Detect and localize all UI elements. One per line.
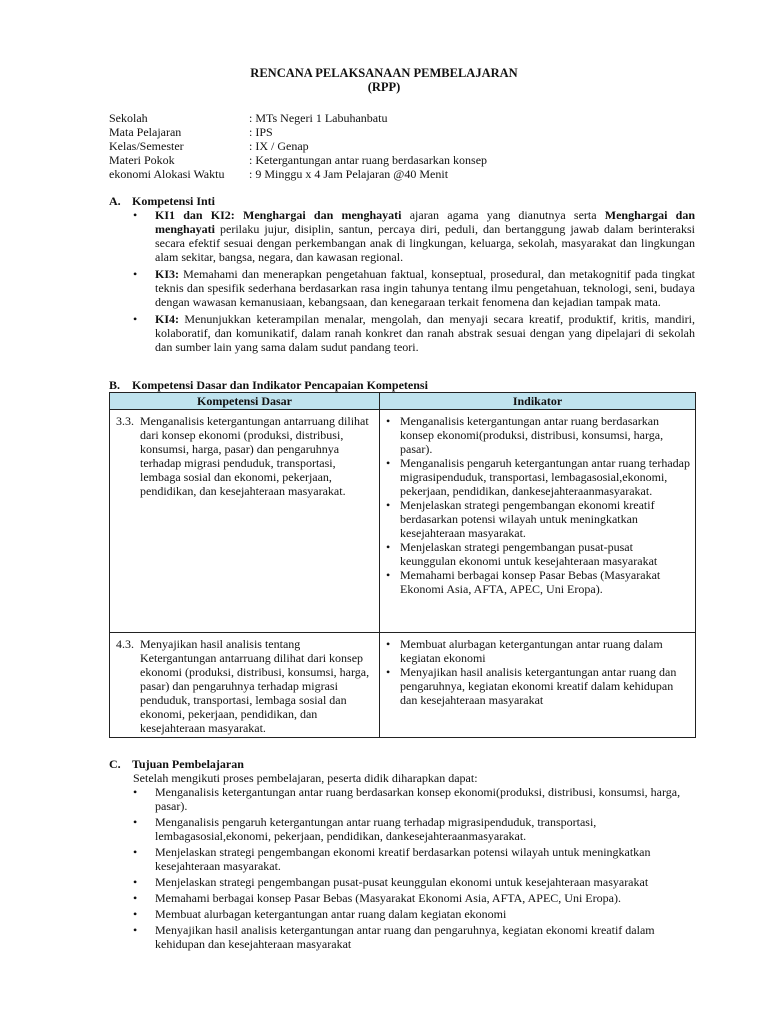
kd-cell (110, 410, 380, 633)
indicator-text: Menjelaskan strategi pengembangan pusat-pusat keunggulan ekonomi untuk kesejahteraan masyarakat (400, 540, 658, 568)
tujuan-intro: Setelah mengikuti proses pembelajaran, peserta didik diharapkan dapat: (133, 771, 478, 785)
meta-key: ekonomi Alokasi Waktu (109, 167, 225, 181)
indicator-text: Membuat alurbagan ketergantungan antar ruang dalam kegiatan ekonomi (400, 637, 663, 665)
section-b-heading (109, 378, 428, 392)
indicator-list (386, 414, 691, 596)
bullet-icon: • (133, 891, 138, 905)
indicator-text: Menganalisis ketergantungan antar ruang berdasarkan konsep ekonomi(produksi, distribusi, konsumsi, harga, pasar). (400, 414, 664, 456)
kd-text: Menganalisis ketergantungan antarruang dilihat dari konsep ekonomi (produksi, distribusi, konsumsi, harga, pasar) dan pengaruhnya terhadap migrasi penduduk, transportasi, lembaga sosial dan ekonomi, pekerjaan, pendidikan, dan kesejahteraan masyarakat. (140, 414, 369, 498)
meta-row (109, 153, 669, 167)
kd-number: 3.3. (116, 414, 134, 428)
indicator-text: Menganalisis pengaruh ketergantungan antar ruang terhadap migrasipenduduk, transportasi, lembagasosial,ekonomi, pekerjaan, pendidikan, dankesejahteraanmasyarakat. (400, 456, 691, 498)
bullet-icon: • (133, 208, 138, 222)
list-item (133, 208, 695, 264)
table-header-row (110, 393, 696, 410)
kompetensi-table (109, 392, 696, 738)
bullet-icon: • (386, 637, 391, 651)
section-a-heading (109, 194, 215, 208)
bullet-icon: • (133, 312, 138, 326)
ki-label: KI1 dan KI2: Menghargai dan menghayati (155, 208, 402, 222)
list-item (133, 845, 695, 873)
tujuan-text: Menyajikan hasil analisis ketergantungan antar ruang dan pengaruhnya, kegiatan ekonomi kreatif dalam kehidupan dan kesejahteraan masyarakat (155, 923, 655, 951)
list-item (133, 267, 695, 309)
section-letter: B. (109, 378, 121, 392)
list-item (386, 637, 691, 665)
tujuan-text: Membuat alurbagan ketergantungan antar ruang dalam kegiatan ekonomi (155, 907, 507, 921)
indicator-list (386, 637, 691, 707)
meta-row (109, 167, 669, 181)
meta-value: : MTs Negeri 1 Labuhanbatu (249, 111, 388, 125)
kd-number: 4.3. (116, 637, 134, 651)
kompetensi-inti-list (133, 208, 695, 357)
indicator-cell (380, 633, 696, 738)
bullet-icon: • (386, 665, 391, 679)
meta-value: : Ketergantungan antar ruang berdasarkan konsep (249, 153, 488, 167)
column-header-indikator: Indikator (380, 393, 696, 410)
tujuan-text: Menganalisis pengaruh ketergantungan antar ruang terhadap migrasipenduduk, transportasi, lembagasosial,ekonomi, pekerjaan, pendidikan, dankesejahteraanmasyarakat. (155, 815, 597, 843)
list-item (133, 907, 695, 921)
indicator-text: Menjelaskan strategi pengembangan ekonomi kreatif berdasarkan potensi wilayah untuk meningkatkan kesejahteraan masyarakat. (400, 498, 655, 540)
tujuan-text: Menjelaskan strategi pengembangan pusat-pusat keunggulan ekonomi untuk kesejahteraan masyarakat (155, 875, 649, 889)
list-item (133, 785, 695, 813)
section-letter: C. (109, 757, 121, 771)
kd-cell (110, 633, 380, 738)
table-row (110, 633, 696, 738)
section-title: Kompetensi Dasar dan Indikator Pencapaian Kompetensi (132, 378, 428, 392)
bullet-icon: • (133, 845, 138, 859)
column-header-kd: Kompetensi Dasar (110, 393, 380, 410)
list-item (133, 875, 695, 889)
bullet-icon: • (386, 456, 391, 470)
title-line-1: RENCANA PELAKSANAAN PEMBELAJARAN (250, 66, 518, 80)
bullet-icon: • (133, 267, 138, 281)
bullet-icon: • (133, 785, 138, 799)
section-c-heading (109, 757, 244, 771)
section-letter: A. (109, 194, 121, 208)
bullet-icon: • (386, 568, 391, 582)
section-title: Kompetensi Inti (132, 194, 216, 208)
title-line-2: (RPP) (367, 80, 401, 94)
document-title (0, 66, 768, 94)
tujuan-text: Menganalisis ketergantungan antar ruang berdasarkan konsep ekonomi(produksi, distribusi, konsumsi, harga, pasar). (155, 785, 681, 813)
table-row (110, 410, 696, 633)
tujuan-text: Menjelaskan strategi pengembangan ekonomi kreatif berdasarkan potensi wilayah untuk meningkatkan kesejahteraan masyarakat. (155, 845, 651, 873)
meta-row (109, 111, 669, 125)
list-item (133, 891, 695, 905)
list-item (386, 540, 691, 568)
tujuan-text: Memahami berbagai konsep Pasar Bebas (Masyarakat Ekonomi Asia, AFTA, APEC, Uni Eropa). (155, 891, 621, 905)
kd-text: Menyajikan hasil analisis tentang Ketergantungan antarruang dilihat dari konsep ekonomi (produksi, distribusi, konsumsi, harga, pasar) dan pengaruhnya terhadap migrasi penduduk, transportasi, lembaga sosial dan ekonomi, pekerjaan, pendidikan, dan kesejahteraan masyarakat. (140, 637, 370, 735)
ki-label: KI4: (155, 312, 179, 326)
identity-block (109, 111, 669, 181)
bullet-icon: • (133, 815, 138, 829)
list-item (133, 923, 695, 951)
list-item (133, 815, 695, 843)
ki-text: perilaku jujur, disiplin, santun, percaya diri, peduli, dan bertanggung jawab dalam berinteraksi secara efektif sesuai dengan perkembangan anak di lingkungan, keluarga, sekolah, masyarakat dan lingkungan alam sekitar, bangsa, negara, dan kawasan regional. (155, 222, 695, 264)
list-item (386, 456, 691, 498)
tujuan-list (133, 785, 695, 953)
meta-value: : IPS (249, 125, 273, 139)
list-item (386, 568, 691, 596)
list-item (386, 665, 691, 707)
meta-key: Sekolah (109, 111, 148, 125)
list-item (386, 498, 691, 540)
meta-value: : IX / Genap (249, 139, 309, 153)
bullet-icon: • (386, 414, 391, 428)
meta-key: Kelas/Semester (109, 139, 184, 153)
ki-label: KI3: (155, 267, 179, 281)
ki-text: Menunjukkan keterampilan menalar, mengolah, dan menyaji secara kreatif, produktif, kritis, mandiri, kolaboratif, dan komunikatif, dalam ranah konkret dan ranah abstrak sesuai dengan yang dipelajari di sekolah dan sumber lain yang sama dalam sudut pandang teori. (155, 312, 695, 354)
ki-bold-text: Menghargai dan menghayati (155, 208, 696, 236)
list-item (133, 312, 695, 354)
bullet-icon: • (133, 875, 138, 889)
bullet-icon: • (133, 923, 138, 937)
meta-row (109, 139, 669, 153)
indicator-text: Memahami berbagai konsep Pasar Bebas (Masyarakat Ekonomi Asia, AFTA, APEC, Uni Eropa). (400, 568, 661, 596)
meta-value: : 9 Minggu x 4 Jam Pelajaran @40 Menit (249, 167, 449, 181)
indicator-text: Menyajikan hasil analisis ketergantungan antar ruang dan pengaruhnya, kegiatan ekonomi kreatif dalam kehidupan dan kesejahteraan masyarakat (400, 665, 677, 707)
ki-text: Memahami dan menerapkan pengetahuan faktual, konseptual, prosedural, dan metakognitif pada tingkat teknis dan spesifik sederhana berdasarkan rasa ingin tahunya tentang ilmu pengetahuan, teknologi, seni, budaya dengan wawasan kemanusiaan, kebangsaan, dan kenegaraan terkait fenomena dan kejadian tampak mata. (155, 267, 695, 309)
meta-key: Materi Pokok (109, 153, 175, 167)
meta-row (109, 125, 669, 139)
meta-key: Mata Pelajaran (109, 125, 182, 139)
bullet-icon: • (133, 907, 138, 921)
section-title: Tujuan Pembelajaran (132, 757, 244, 771)
bullet-icon: • (386, 498, 391, 512)
bullet-icon: • (386, 540, 391, 554)
indicator-cell (380, 410, 696, 633)
list-item (386, 414, 691, 456)
ki-text: ajaran agama yang dianutnya serta (401, 208, 605, 222)
